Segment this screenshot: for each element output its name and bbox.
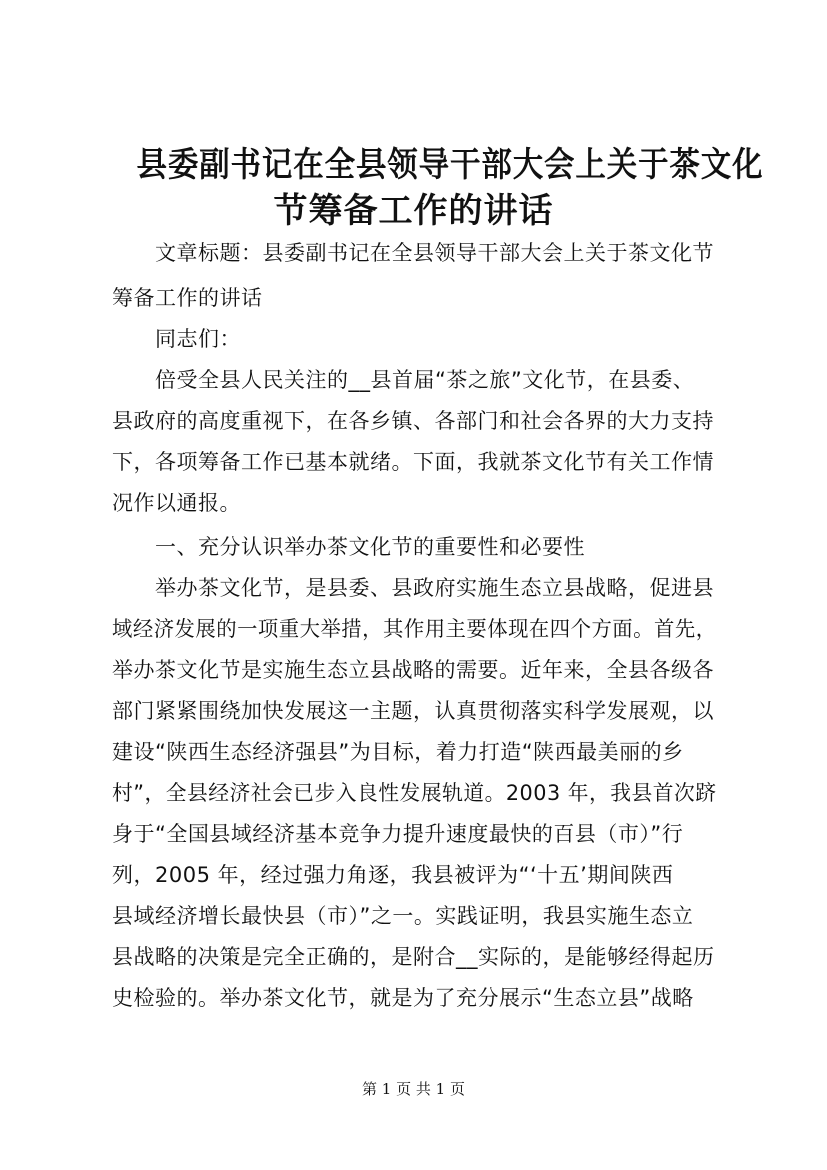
- body-line: 列，2005 年，经过强力角逐，我县被评为“‘十五’期间陕西: [112, 863, 674, 887]
- body-line: 倍受全县人民关注的__县首届“茶之旅”文化节，在县委、: [155, 368, 695, 392]
- body-line: 建设“陕西生态经济强县”为目标，着力打造“陕西最美丽的乡: [112, 740, 684, 764]
- body-line: 身于“全国县域经济基本竞争力提升速度最快的百县（市）”行: [112, 822, 684, 846]
- body-line: 同志们：: [155, 327, 241, 351]
- body-line: 县政府的高度重视下，在各乡镇、各部门和社会各界的大力支持: [112, 409, 714, 433]
- body-line: 举办茶文化节，是县委、县政府实施生态立县战略，促进县: [155, 576, 714, 600]
- body-line: 举办茶文化节是实施生态立县战略的需要。近年来，全县各级各: [112, 658, 714, 682]
- section-heading: 一、充分认识举办茶文化节的重要性和必要性: [155, 535, 585, 559]
- body-line: 部门紧紧围绕加快发展这一主题，认真贯彻落实科学发展观，以: [112, 699, 714, 723]
- page-footer: 第 1 页 共 1 页: [362, 1080, 465, 1098]
- document-title-line-1: 县委副书记在全县领导干部大会上关于茶文化: [136, 145, 764, 185]
- document-title-line-2: 节筹备工作的讲话: [273, 191, 554, 231]
- body-line: 下，各项筹备工作已基本就绪。下面，我就茶文化节有关工作情: [112, 450, 714, 474]
- body-line: 文章标题：县委副书记在全县领导干部大会上关于茶文化节: [155, 241, 714, 265]
- body-line: 村”，全县经济社会已步入良性发展轨道。2003 年，我县首次跻: [112, 781, 717, 805]
- body-line: 县战略的决策是完全正确的，是附合__实际的，是能够经得起历: [112, 945, 715, 969]
- body-line: 史检验的。举办茶文化节，就是为了充分展示“生态立县”战略: [112, 986, 694, 1010]
- body-line: 况作以通报。: [112, 491, 241, 515]
- body-line: 域经济发展的一项重大举措，其作用主要体现在四个方面。首先，: [112, 617, 717, 641]
- body-line: 县域经济增长最快县（市）”之一。实践证明，我县实施生态立: [112, 904, 694, 928]
- body-line: 筹备工作的讲话: [112, 286, 263, 310]
